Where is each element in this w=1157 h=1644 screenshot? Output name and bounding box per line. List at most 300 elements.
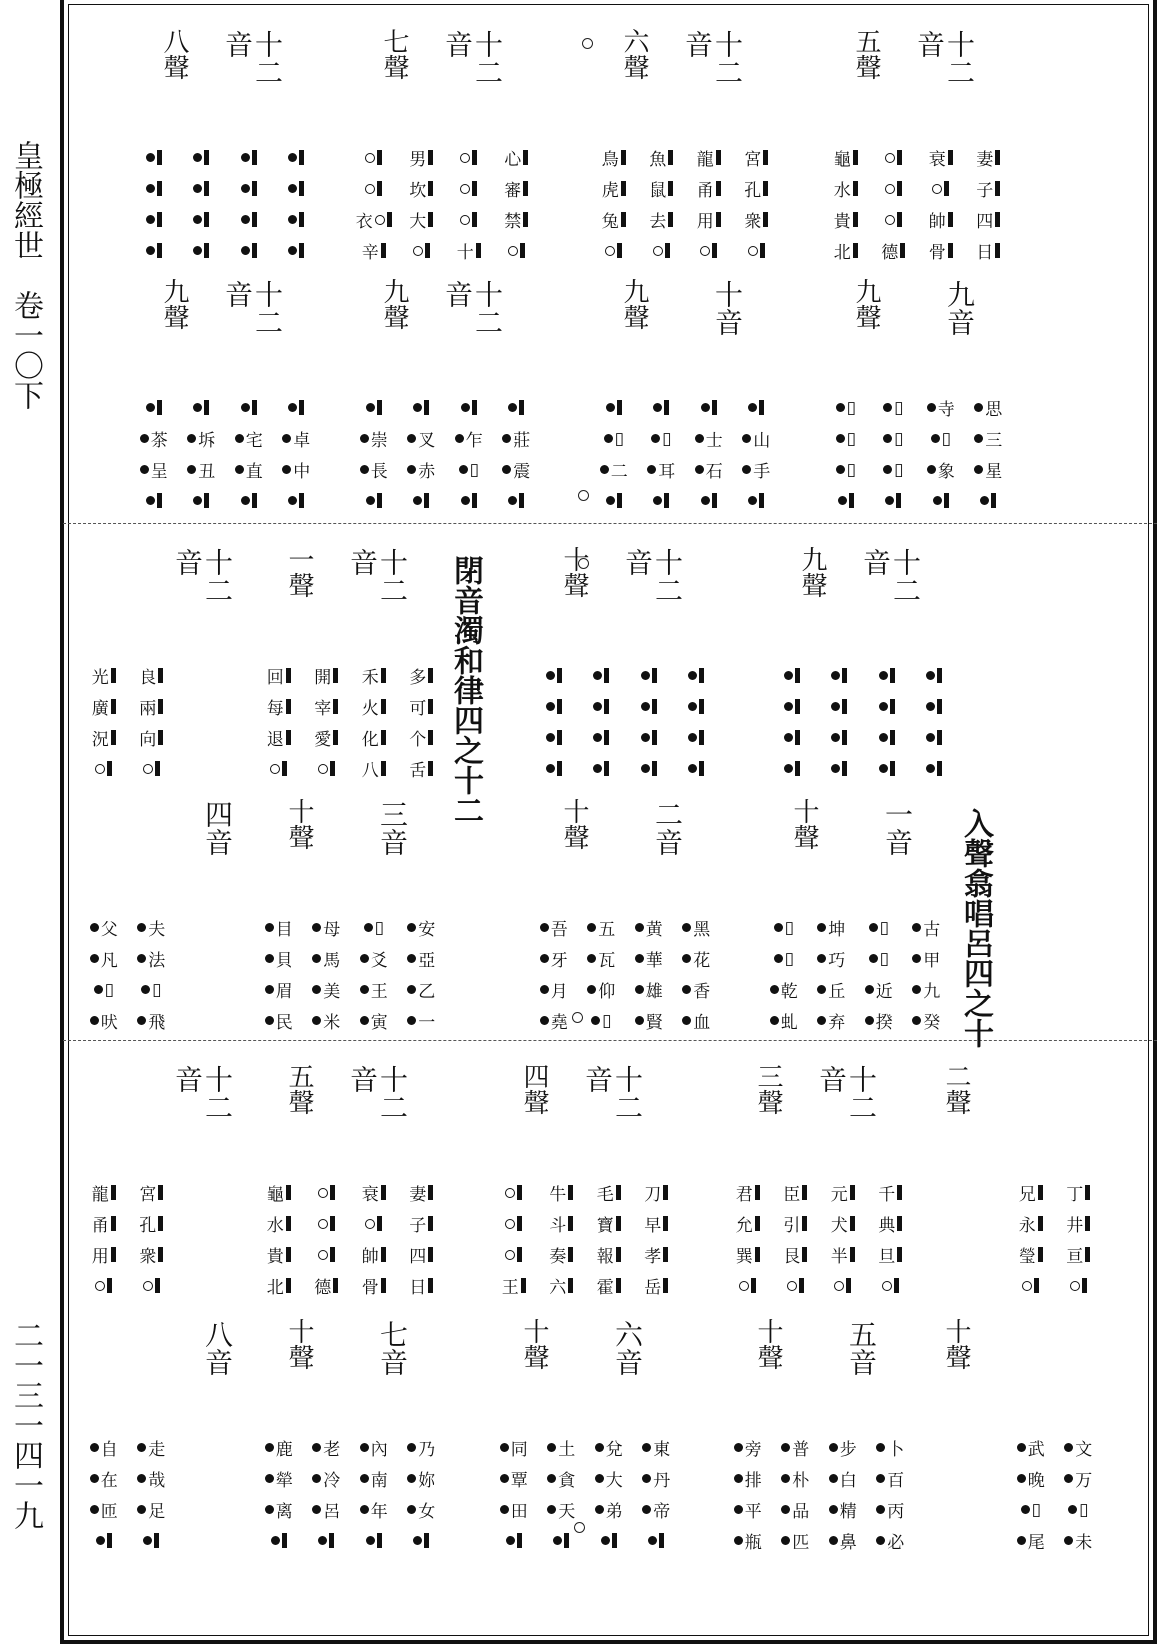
cell-char: 八 xyxy=(361,761,379,781)
filled-dot-icon xyxy=(502,465,511,474)
table-cell xyxy=(867,1208,915,1239)
table-cell xyxy=(130,454,178,485)
bar-mark-icon xyxy=(333,1278,338,1293)
bar-mark-icon xyxy=(299,181,304,196)
cell-char: 甬 xyxy=(91,1216,109,1236)
filled-dot-icon xyxy=(593,702,602,711)
bar-mark-icon xyxy=(428,1216,433,1231)
empty-circle-icon xyxy=(885,153,895,163)
table-cell xyxy=(1055,1463,1103,1494)
rhyme-table xyxy=(255,798,445,1033)
rhyme-table xyxy=(822,280,1012,485)
bar-mark-icon xyxy=(428,730,433,745)
table-grid xyxy=(255,1432,445,1556)
cell-char: 士 xyxy=(705,431,723,451)
table-cell xyxy=(917,485,965,516)
cell-char: 丘 xyxy=(828,982,846,1002)
table-cell xyxy=(398,204,446,235)
bar-mark-icon xyxy=(377,181,382,196)
filled-dot-icon xyxy=(318,1536,327,1545)
rhyme-table xyxy=(724,1065,914,1270)
table-cell xyxy=(178,392,226,423)
filled-dot-icon xyxy=(829,1443,838,1452)
table-cell xyxy=(638,173,686,204)
rhyme-table xyxy=(255,1063,445,1298)
cell-char: 仰 xyxy=(598,982,616,1002)
table-cell xyxy=(965,173,1013,204)
cell-char: ▯ xyxy=(469,459,479,480)
filled-dot-icon xyxy=(187,465,196,474)
table-cell xyxy=(724,1525,772,1556)
cell-char: 東 xyxy=(653,1440,671,1460)
table-cell xyxy=(80,1432,128,1463)
bar-mark-icon xyxy=(759,493,764,508)
filled-dot-icon xyxy=(146,215,155,224)
filled-dot-icon xyxy=(927,403,936,412)
bar-mark-icon xyxy=(896,493,901,508)
table-cell xyxy=(960,1239,1008,1270)
table-sound-label: 十二音 xyxy=(859,548,922,604)
filled-dot-icon xyxy=(137,1505,146,1514)
table-cell xyxy=(772,1463,820,1494)
bar-mark-icon xyxy=(299,400,304,415)
table-grid xyxy=(255,660,445,784)
empty-circle-icon xyxy=(318,764,328,774)
rhyme-table xyxy=(80,548,270,753)
bar-mark-icon xyxy=(652,730,657,745)
bar-mark-icon xyxy=(665,243,670,258)
table-cell xyxy=(128,1494,176,1525)
cell-char: 引 xyxy=(783,1216,801,1236)
section-divider-1 xyxy=(63,523,1157,524)
filled-dot-icon xyxy=(1017,1443,1026,1452)
bar-mark-icon xyxy=(616,1216,621,1231)
cell-char: ▯ xyxy=(894,459,904,480)
filled-dot-icon xyxy=(912,954,921,963)
cell-char: 未 xyxy=(1075,1533,1093,1553)
filled-dot-icon xyxy=(94,985,103,994)
bar-mark-icon xyxy=(604,730,609,745)
table-cell xyxy=(625,943,673,974)
rhyme-table xyxy=(255,546,445,781)
cell-char: 宅 xyxy=(245,431,263,451)
filled-dot-icon xyxy=(540,954,549,963)
filled-dot-icon xyxy=(312,1474,321,1483)
table-tone-label: 二聲 xyxy=(941,1063,971,1115)
filled-dot-icon xyxy=(742,434,751,443)
bar-mark-icon xyxy=(381,761,386,776)
table-cell xyxy=(530,912,578,943)
table-cell xyxy=(130,392,178,423)
bar-mark-icon xyxy=(157,400,162,415)
rhyme-table xyxy=(530,548,720,753)
filled-dot-icon xyxy=(137,923,146,932)
book-title-text: 皇極經世 xyxy=(8,140,43,260)
filled-dot-icon xyxy=(96,1536,105,1545)
filled-dot-icon xyxy=(141,985,150,994)
filled-dot-icon xyxy=(461,496,470,505)
bar-mark-icon xyxy=(995,243,1000,258)
empty-circle-icon xyxy=(375,215,385,225)
filled-dot-icon xyxy=(926,671,935,680)
filled-dot-icon xyxy=(926,702,935,711)
table-cell xyxy=(578,691,626,722)
cell-char: 長 xyxy=(370,462,388,482)
bar-mark-icon xyxy=(763,181,768,196)
table-cell xyxy=(685,173,733,204)
table-cell xyxy=(538,1239,586,1270)
table-cell xyxy=(350,1463,398,1494)
filled-dot-icon xyxy=(817,1016,826,1025)
table-cell xyxy=(175,691,223,722)
table-cell xyxy=(493,423,541,454)
cell-char: ▯ xyxy=(941,428,951,449)
table-sound-label: 十二音 xyxy=(441,30,504,86)
table-sound-label: 十音 xyxy=(711,280,744,336)
empty-circle-icon xyxy=(365,1219,375,1229)
bar-mark-icon xyxy=(377,493,382,508)
cell-char: 白 xyxy=(839,1471,857,1491)
cell-char: 安 xyxy=(418,920,436,940)
table-cell xyxy=(350,1239,398,1270)
cell-char: ▯ xyxy=(374,917,384,938)
cell-char: 德 xyxy=(314,1278,332,1298)
bar-mark-icon xyxy=(111,730,116,745)
bar-mark-icon xyxy=(111,1216,116,1231)
table-cell xyxy=(303,1177,351,1208)
table-cell xyxy=(255,943,303,974)
filled-dot-icon xyxy=(137,1016,146,1025)
cell-char: 土 xyxy=(558,1440,576,1460)
cell-char: 父 xyxy=(100,920,118,940)
table-cell xyxy=(175,943,223,974)
bar-mark-icon xyxy=(890,699,895,714)
book-title xyxy=(4,140,46,260)
filled-dot-icon xyxy=(282,434,291,443)
filled-dot-icon xyxy=(688,764,697,773)
table-cell xyxy=(685,142,733,173)
table-cell xyxy=(178,485,226,516)
cell-char: 五 xyxy=(598,920,616,940)
table-cell xyxy=(350,1525,398,1556)
bar-mark-icon xyxy=(517,1533,522,1548)
table-cell xyxy=(538,1432,586,1463)
cell-char: 卜 xyxy=(887,1440,905,1460)
table-cell xyxy=(398,173,446,204)
bar-mark-icon xyxy=(107,1278,112,1293)
table-grid xyxy=(80,660,270,784)
cell-char: 弃 xyxy=(828,1013,846,1033)
table-cell xyxy=(760,974,808,1005)
table-cell xyxy=(808,1005,856,1036)
filled-dot-icon xyxy=(784,733,793,742)
table-cell xyxy=(1007,1494,1055,1525)
filled-dot-icon xyxy=(879,733,888,742)
filled-dot-icon xyxy=(271,1536,280,1545)
filled-dot-icon xyxy=(235,434,244,443)
bar-mark-icon xyxy=(755,1185,760,1200)
table-cell xyxy=(855,912,903,943)
cell-char: 旦 xyxy=(878,1247,896,1267)
cell-char: 寺 xyxy=(937,400,955,420)
table-cell xyxy=(633,1270,681,1301)
table-header xyxy=(255,548,445,628)
filled-dot-icon xyxy=(635,985,644,994)
filled-dot-icon xyxy=(869,954,878,963)
table-cell xyxy=(530,753,578,784)
filled-dot-icon xyxy=(265,1016,274,1025)
filled-dot-icon xyxy=(879,702,888,711)
bar-mark-icon xyxy=(1082,1278,1087,1293)
filled-dot-icon xyxy=(265,1474,274,1483)
bar-mark-icon xyxy=(617,493,622,508)
table-cell xyxy=(903,1005,951,1036)
table-header xyxy=(255,800,445,880)
cell-char: 北 xyxy=(833,243,851,263)
cell-char: 夫 xyxy=(148,920,166,940)
cell-char: 匝 xyxy=(100,1502,118,1522)
table-cell xyxy=(870,485,918,516)
table-cell xyxy=(398,943,446,974)
filled-dot-icon xyxy=(193,215,202,224)
table-cell xyxy=(493,392,541,423)
table-cell xyxy=(398,142,446,173)
filled-dot-icon xyxy=(734,1474,743,1483)
table-cell xyxy=(772,1494,820,1525)
filled-dot-icon xyxy=(829,1505,838,1514)
filled-dot-icon xyxy=(879,671,888,680)
table-cell xyxy=(917,235,965,266)
table-cell xyxy=(303,912,351,943)
table-cell xyxy=(638,235,686,266)
table-cell xyxy=(772,1525,820,1556)
filled-dot-icon xyxy=(831,702,840,711)
bar-mark-icon xyxy=(381,1185,386,1200)
table-cell xyxy=(128,722,176,753)
table-cell xyxy=(303,660,351,691)
cell-char: ▯ xyxy=(784,917,794,938)
table-cell xyxy=(303,1208,351,1239)
table-cell xyxy=(912,1432,960,1463)
table-cell xyxy=(273,423,321,454)
table-cell xyxy=(863,753,911,784)
bar-mark-icon xyxy=(659,1533,664,1548)
table-cell xyxy=(350,912,398,943)
table-tone-label: 九聲 xyxy=(619,278,649,330)
table-grid xyxy=(912,1177,1102,1301)
table-cell xyxy=(867,1463,915,1494)
table-sound-label: 十二音 xyxy=(621,548,684,604)
table-tone-label: 十聲 xyxy=(789,798,819,850)
bar-mark-icon xyxy=(897,150,902,165)
filled-dot-icon xyxy=(90,1016,99,1025)
table-cell xyxy=(855,943,903,974)
cell-char: 德 xyxy=(881,243,899,263)
filled-dot-icon xyxy=(265,1443,274,1452)
cell-char: 馬 xyxy=(323,951,341,971)
table-cell xyxy=(350,943,398,974)
cell-char: 乃 xyxy=(418,1440,436,1460)
table-grid xyxy=(912,1432,1102,1556)
cell-char: 甲 xyxy=(923,951,941,971)
filled-dot-icon xyxy=(146,153,155,162)
table-cell xyxy=(760,943,808,974)
bar-mark-icon xyxy=(158,1185,163,1200)
filled-dot-icon xyxy=(265,1505,274,1514)
filled-dot-icon xyxy=(407,465,416,474)
cell-char: 賢 xyxy=(645,1013,663,1033)
bar-mark-icon xyxy=(286,730,291,745)
cell-char: 鼻 xyxy=(839,1533,857,1553)
empty-circle-icon xyxy=(143,764,153,774)
filled-dot-icon xyxy=(241,153,250,162)
empty-circle-icon xyxy=(508,246,518,256)
table-cell xyxy=(870,204,918,235)
table-sound-label: 三音 xyxy=(376,800,409,856)
cell-char: 去 xyxy=(649,212,667,232)
cell-char: 震 xyxy=(513,462,531,482)
filled-dot-icon xyxy=(461,403,470,412)
table-cell xyxy=(398,974,446,1005)
cell-char: 四 xyxy=(409,1247,427,1267)
bar-mark-icon xyxy=(897,181,902,196)
cell-char: 寅 xyxy=(370,1013,388,1033)
filled-dot-icon xyxy=(595,1443,604,1452)
filled-dot-icon xyxy=(734,1443,743,1452)
bar-mark-icon xyxy=(621,212,626,227)
table-sound-label: 十二音 xyxy=(171,1065,234,1121)
bar-mark-icon xyxy=(333,699,338,714)
rhyme-table xyxy=(912,1318,1102,1553)
table-cell xyxy=(673,660,721,691)
table-cell xyxy=(350,1208,398,1239)
bar-mark-icon xyxy=(333,730,338,745)
bar-mark-icon xyxy=(842,761,847,776)
cell-char: 牛 xyxy=(549,1185,567,1205)
filled-dot-icon xyxy=(926,764,935,773)
filled-dot-icon xyxy=(193,246,202,255)
cell-char: 虎 xyxy=(601,181,619,201)
table-tone-label: 十聲 xyxy=(559,546,589,598)
filled-dot-icon xyxy=(781,1474,790,1483)
table-sound-label: 五音 xyxy=(845,1320,878,1376)
cell-char: 魚 xyxy=(649,150,667,170)
table-cell xyxy=(80,660,128,691)
table-cell xyxy=(80,1177,128,1208)
cell-char: 匹 xyxy=(792,1533,810,1553)
bar-mark-icon xyxy=(795,761,800,776)
cell-char: 犖 xyxy=(275,1471,293,1491)
bar-mark-icon xyxy=(897,212,902,227)
cell-char: 帝 xyxy=(653,1502,671,1522)
table-cell xyxy=(128,1177,176,1208)
cell-char: 坤 xyxy=(828,920,846,940)
bar-mark-icon xyxy=(107,1533,112,1548)
filled-dot-icon xyxy=(1021,1505,1030,1514)
table-cell xyxy=(128,1270,176,1301)
table-cell xyxy=(822,173,870,204)
table-cell xyxy=(724,1177,772,1208)
bar-mark-icon xyxy=(157,243,162,258)
table-cell xyxy=(590,235,638,266)
filled-dot-icon xyxy=(265,985,274,994)
bar-mark-icon xyxy=(604,761,609,776)
cell-char: 水 xyxy=(266,1216,284,1236)
cell-char: 平 xyxy=(744,1502,762,1522)
table-cell xyxy=(685,204,733,235)
table-cell xyxy=(225,485,273,516)
circle-mark xyxy=(578,490,589,501)
table-cell xyxy=(625,1005,673,1036)
table-cell xyxy=(911,753,959,784)
cell-char: 乾 xyxy=(780,982,798,1002)
table-cell xyxy=(178,423,226,454)
bar-mark-icon xyxy=(381,668,386,683)
table-sound-label: 八音 xyxy=(201,1320,234,1376)
bar-mark-icon xyxy=(617,400,622,415)
filled-dot-icon xyxy=(312,1016,321,1025)
bar-mark-icon xyxy=(252,400,257,415)
bar-mark-icon xyxy=(333,668,338,683)
cell-char: 舌 xyxy=(409,761,427,781)
filled-dot-icon xyxy=(591,1016,600,1025)
filled-dot-icon xyxy=(500,1474,509,1483)
table-cell xyxy=(816,660,864,691)
table-cell xyxy=(863,691,911,722)
bar-mark-icon xyxy=(944,181,949,196)
cell-char: 吠 xyxy=(100,1013,118,1033)
cell-char: 孔 xyxy=(744,181,762,201)
cell-char: 宮 xyxy=(744,150,762,170)
table-cell xyxy=(870,142,918,173)
table-cell xyxy=(350,235,398,266)
cell-char: ▯ xyxy=(152,979,162,1000)
filled-dot-icon xyxy=(595,1505,604,1514)
table-tone-label: 十聲 xyxy=(753,1318,783,1370)
bar-mark-icon xyxy=(616,1185,621,1200)
table-cell xyxy=(255,1239,303,1270)
filled-dot-icon xyxy=(407,985,416,994)
table-cell xyxy=(960,1525,1008,1556)
filled-dot-icon xyxy=(193,496,202,505)
cell-char: 可 xyxy=(409,699,427,719)
bar-mark-icon xyxy=(850,1185,855,1200)
filled-dot-icon xyxy=(695,465,704,474)
cell-char: 坎 xyxy=(409,181,427,201)
cell-char: ▯ xyxy=(614,428,624,449)
bar-mark-icon xyxy=(712,400,717,415)
bar-mark-icon xyxy=(568,1185,573,1200)
filled-dot-icon xyxy=(137,1474,146,1483)
filled-dot-icon xyxy=(146,184,155,193)
bar-mark-icon xyxy=(668,181,673,196)
filled-dot-icon xyxy=(508,496,517,505)
table-cell xyxy=(398,1005,446,1036)
table-cell xyxy=(724,1208,772,1239)
bar-mark-icon xyxy=(286,1185,291,1200)
cell-char: 星 xyxy=(985,462,1003,482)
cell-char: 近 xyxy=(875,982,893,1002)
table-cell xyxy=(870,235,918,266)
table-header xyxy=(350,30,540,110)
table-header xyxy=(350,280,540,360)
bar-mark-icon xyxy=(472,493,477,508)
table-cell xyxy=(578,722,626,753)
bar-mark-icon xyxy=(286,699,291,714)
table-cell xyxy=(822,423,870,454)
table-header xyxy=(130,30,320,110)
table-cell xyxy=(912,1239,960,1270)
